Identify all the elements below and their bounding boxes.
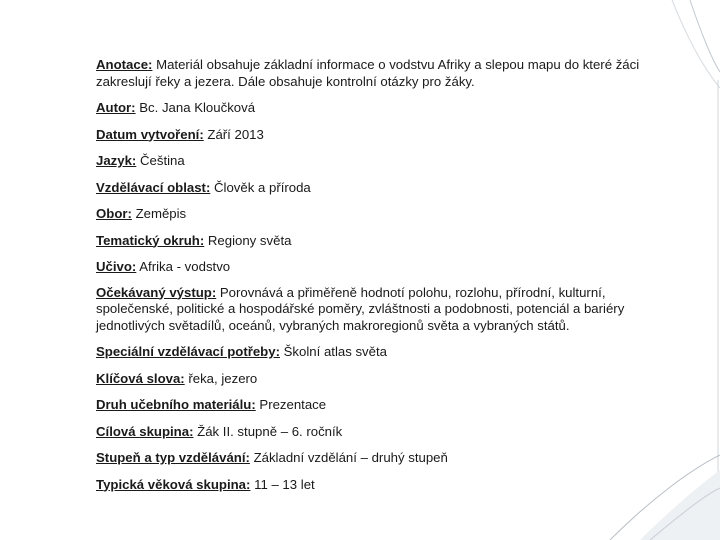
entry-label: Vzdělávací oblast:: [96, 179, 211, 195]
entry-skupina: [96, 424, 686, 441]
entry-value: Materiál obsahuje základní informace o vodstvu Afriky a slepou mapu do které žáci zakreslují řeky a jezera. Dále obsahuje kontrolní otázky pro žáky.: [96, 57, 640, 89]
entry-label: Typická věková skupina:: [96, 476, 251, 492]
entry-label: Druh učebního materiálu:: [96, 397, 256, 412]
metadata-list: [96, 57, 686, 503]
entry-value: Bc. Jana Kloučková: [135, 100, 256, 115]
entry-ucivo: [96, 259, 686, 276]
entry-value: 11 – 13 let: [250, 476, 315, 492]
entry-autor: [96, 100, 686, 117]
entry-obor: [96, 206, 686, 223]
entry-label: Tematický okruh:: [96, 232, 205, 248]
entry-okruh: [96, 233, 686, 250]
entry-jazyk: [96, 153, 686, 170]
entry-label: Datum vytvoření:: [96, 126, 204, 142]
corner-curve-top: [690, 0, 720, 72]
entry-value: Základní vzdělání – druhý stupeň: [249, 450, 448, 465]
entry-value: Zeměpis: [131, 206, 187, 221]
entry-value: Regiony světa: [204, 232, 292, 248]
entry-datum: [96, 127, 686, 144]
entry-label: Cílová skupina:: [96, 423, 194, 439]
entry-label: Obor:: [96, 206, 132, 221]
entry-value: Porovnává a přiměřeně hodnotí polohu, rozlohu, přírodní, kulturní, společenské, politické a hospodářské poměry, zvláštnosti a podobnosti, potenciál a bariéry jednotlivých světadílů, oceánů, vybraných makroregionů světa a vybraných států.: [96, 284, 625, 333]
entry-label: Anotace:: [96, 57, 153, 72]
entry-stupen: [96, 450, 686, 467]
entry-value: Afrika - vodstvo: [136, 259, 231, 274]
entry-value: Školní atlas světa: [279, 344, 387, 359]
entry-potreby: [96, 344, 686, 361]
entry-label: Speciální vzdělávací potřeby:: [96, 344, 280, 359]
entry-value: Čeština: [136, 153, 185, 168]
entry-label: Očekávaný výstup:: [96, 284, 217, 300]
entry-label: Autor:: [96, 100, 136, 115]
entry-vek: [96, 477, 686, 494]
entry-value: Žák II. stupně – 6. ročník: [193, 423, 343, 439]
entry-vystup: [96, 285, 686, 335]
entry-label: Jazyk:: [96, 153, 137, 168]
entry-oblast: [96, 180, 686, 197]
entry-label: Učivo:: [96, 259, 137, 274]
entry-label: Stupeň a typ vzdělávání:: [96, 450, 250, 465]
entry-value: Září 2013: [203, 126, 264, 142]
entry-klicova-slova: [96, 371, 686, 388]
entry-label: Klíčová slova:: [96, 370, 185, 386]
entry-anotace: [96, 57, 686, 90]
entry-druh: [96, 397, 686, 414]
entry-value: Prezentace: [255, 397, 327, 412]
entry-value: řeka, jezero: [184, 370, 258, 386]
entry-value: Člověk a příroda: [210, 179, 311, 195]
